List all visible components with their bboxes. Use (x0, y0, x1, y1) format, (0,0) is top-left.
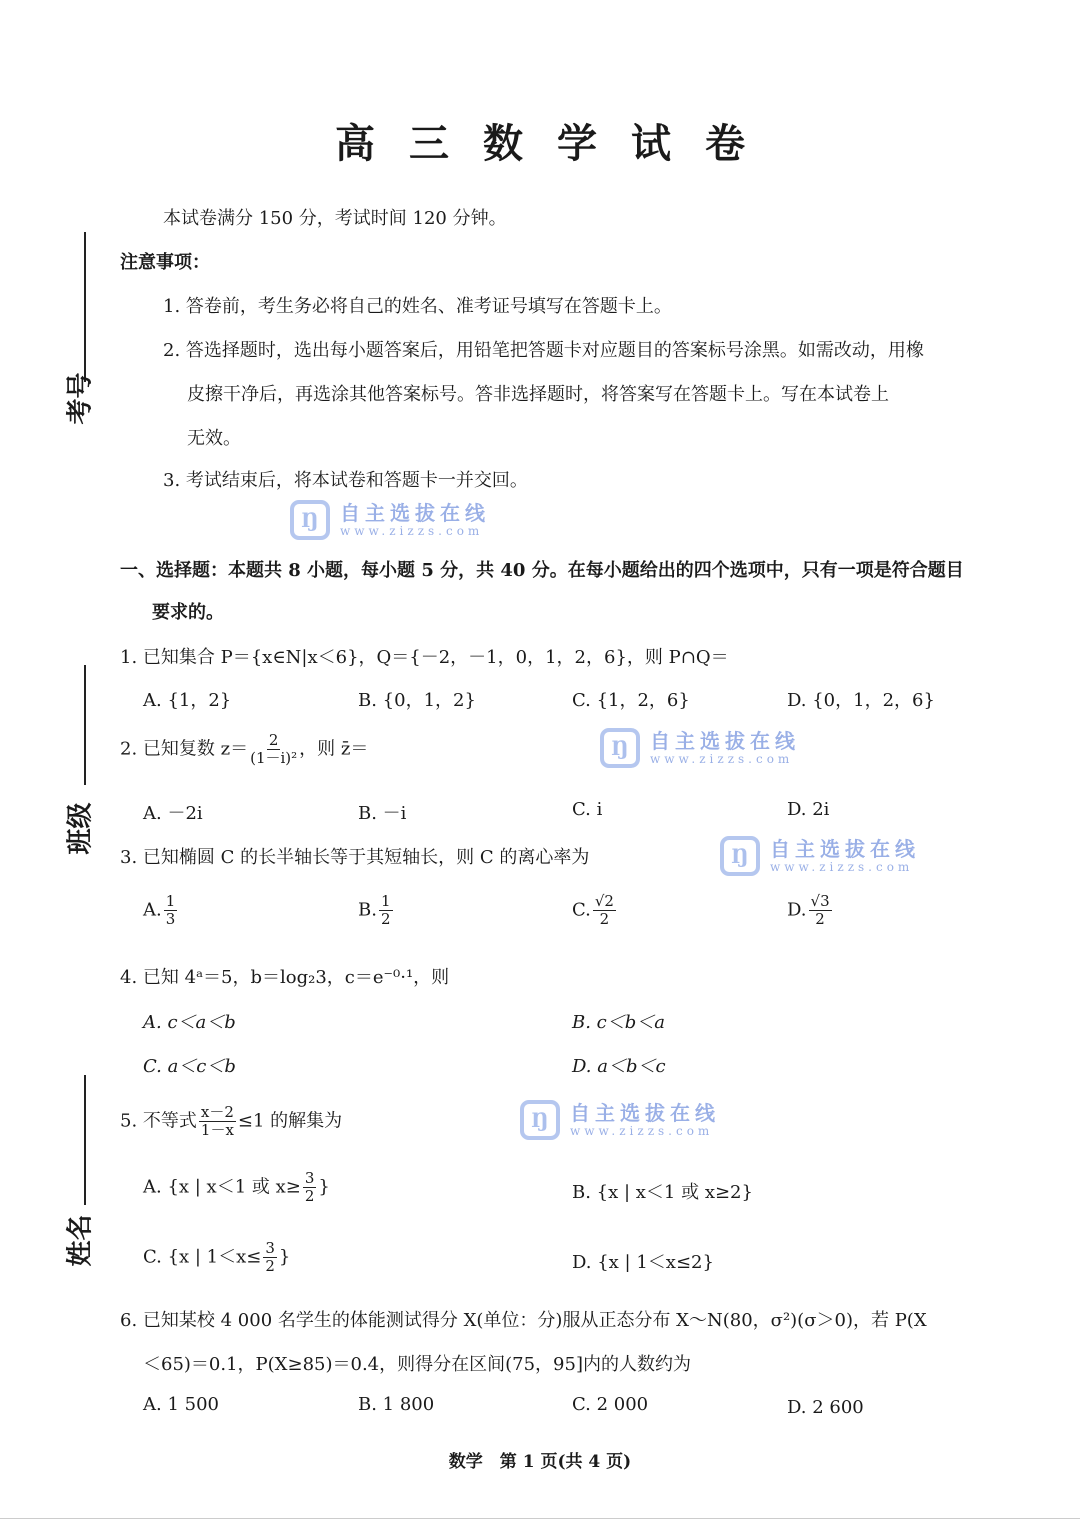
denominator: 2 (304, 1187, 315, 1205)
q5-option-d: D. {x | 1＜x≤2} (572, 1252, 714, 1273)
watermark-logo-icon: Ŋ (520, 1100, 560, 1140)
numerator: √3 (810, 892, 830, 910)
q2-option-d: D. 2i (787, 799, 830, 820)
q5-c-pre: C. {x | 1＜x≤ (143, 1246, 262, 1268)
name-label: 姓名 (65, 1214, 96, 1267)
q6-stem-line1: 6. 已知某校 4 000 名学生的体能测试得分 X(单位：分)服从正态分布 X～N(80，σ²)(σ＞0)，若 P(X (120, 1310, 927, 1331)
page-bottom-rule (0, 1518, 1080, 1519)
watermark: 自主选拔在线 www.zizzs.com (770, 837, 920, 874)
q5-a-pre: A. {x | x＜1 或 x≥ (143, 1176, 301, 1198)
exam-title: 高三数学试卷 (335, 120, 779, 167)
class-line (84, 665, 86, 785)
watermark-logo-icon: Ŋ (720, 836, 760, 876)
notice-2-cont: 皮擦干净后，再选涂其他答案标号。答非选择题时，将答案写在答题卡上。写在本试卷上 (187, 384, 889, 405)
q5-stem (120, 1104, 342, 1139)
q3-a-fraction (164, 893, 178, 928)
intro-text: 本试卷满分 150 分，考试时间 120 分钟。 (163, 208, 507, 229)
q2-option-c: C. i (572, 799, 603, 820)
q3-d-label: D. (787, 899, 807, 921)
numerator: 3 (265, 1239, 275, 1257)
q5-fraction (199, 1104, 236, 1139)
q5-c-fraction (263, 1240, 277, 1275)
q3-b-label: B. (358, 899, 377, 921)
notice-2: 2. 答选择题时，选出每小题答案后，用铅笔把答题卡对应题目的答案标号涂黑。如需改动，用橡 (163, 340, 924, 361)
q6-option-a: A. 1 500 (143, 1394, 219, 1415)
q3-b-fraction (379, 893, 393, 928)
watermark: 自主选拔在线 www.zizzs.com (340, 501, 490, 538)
class-label: 班级 (65, 802, 96, 855)
q2-option-a: A. －2i (143, 803, 203, 824)
q5-a-post: } (318, 1176, 330, 1198)
q3-c-label: C. (572, 899, 591, 921)
q2-stem-pre: 2. 已知复数 z＝ (120, 738, 249, 760)
q6-option-d: D. 2 600 (787, 1397, 864, 1418)
denominator: 2 (815, 910, 825, 928)
q2-option-b: B. －i (358, 803, 407, 824)
q5-option-b: B. {x | x＜1 或 x≥2} (572, 1182, 753, 1203)
q1-option-c: C. {1，2，6} (572, 690, 690, 711)
q5-stem-pre: 5. 不等式 (120, 1110, 197, 1132)
numerator: 3 (304, 1169, 315, 1187)
q3-c-fraction (593, 893, 616, 928)
q6-option-b: B. 1 800 (358, 1394, 435, 1415)
q2-stem (120, 732, 368, 767)
watermark-logo-icon: Ŋ (600, 728, 640, 768)
q1-option-a: A. {1，2} (143, 690, 232, 711)
q6-option-c: C. 2 000 (572, 1394, 649, 1415)
q3-d-fraction (809, 893, 832, 928)
q3-option-d (787, 893, 834, 928)
q3-option-a (143, 893, 179, 928)
q5-option-a (143, 1170, 330, 1205)
denominator: 3 (165, 910, 176, 928)
section1-heading: 一、选择题：本题共 8 小题，每小题 5 分，共 40 分。在每小题给出的四个选项中，只有一项是符合题目 (120, 560, 964, 581)
notice-2-end: 无效。 (187, 428, 241, 449)
watermark-logo-icon: Ŋ (290, 500, 330, 540)
q4-option-c: C. a＜c＜b (143, 1056, 236, 1077)
q2-stem-post: ，则 z̄＝ (299, 738, 369, 760)
q3-option-b (358, 893, 395, 928)
q3-option-c (572, 893, 618, 928)
q4-option-a: A. c＜a＜b (143, 1012, 236, 1033)
q5-a-fraction (303, 1170, 317, 1205)
page-footer: 数学 第 1 页(共 4 页) (448, 1452, 632, 1472)
q5-stem-post: ≤1 的解集为 (237, 1110, 343, 1132)
q4-stem: 4. 已知 4ᵃ＝5，b＝log₂3，c＝e⁻⁰·¹，则 (120, 967, 450, 988)
watermark: 自主选拔在线 www.zizzs.com (650, 729, 800, 766)
name-line (84, 1075, 86, 1205)
numerator: 1 (380, 892, 391, 910)
notice-1: 1. 答卷前，考生务必将自己的姓名、准考证号填写在答题卡上。 (163, 296, 672, 317)
q1-option-b: B. {0，1，2} (358, 690, 476, 711)
q5-option-c (143, 1240, 290, 1275)
q2-fraction (250, 732, 297, 767)
notice-heading: 注意事项： (120, 252, 210, 273)
q2-denominator: (1－i)² (250, 749, 298, 767)
q6-stem-line2: ＜65)＝0.1，P(X≥85)＝0.4，则得分在区间(75，95]内的人数约为 (143, 1354, 691, 1375)
numerator: x－2 (200, 1103, 234, 1121)
watermark: 自主选拔在线 www.zizzs.com (570, 1101, 720, 1138)
q1-option-d: D. {0，1，2，6} (787, 690, 935, 711)
section1-heading-cont: 要求的。 (152, 602, 224, 623)
denominator: 2 (380, 910, 391, 928)
notice-3: 3. 考试结束后，将本试卷和答题卡一并交回。 (163, 470, 528, 491)
numerator: 1 (165, 892, 176, 910)
q2-numerator: 2 (268, 731, 279, 749)
q5-c-post: } (278, 1246, 291, 1268)
exam-number-label: 考号 (65, 372, 96, 425)
q3-stem: 3. 已知椭圆 C 的长半轴长等于其短轴长，则 C 的离心率为 (120, 847, 590, 868)
q1-stem: 1. 已知集合 P＝{x∈N|x＜6}，Q＝{－2，－1，0，1，2，6}，则 P∩Q＝ (120, 647, 729, 668)
q3-a-label: A. (143, 899, 162, 921)
denominator: 2 (599, 910, 610, 928)
numerator: √2 (594, 892, 614, 910)
denominator: 1－x (200, 1121, 234, 1139)
q4-option-d: D. a＜b＜c (572, 1056, 666, 1077)
q4-option-b: B. c＜b＜a (572, 1012, 666, 1033)
denominator: 2 (265, 1257, 275, 1275)
exam-number-line (84, 232, 86, 382)
